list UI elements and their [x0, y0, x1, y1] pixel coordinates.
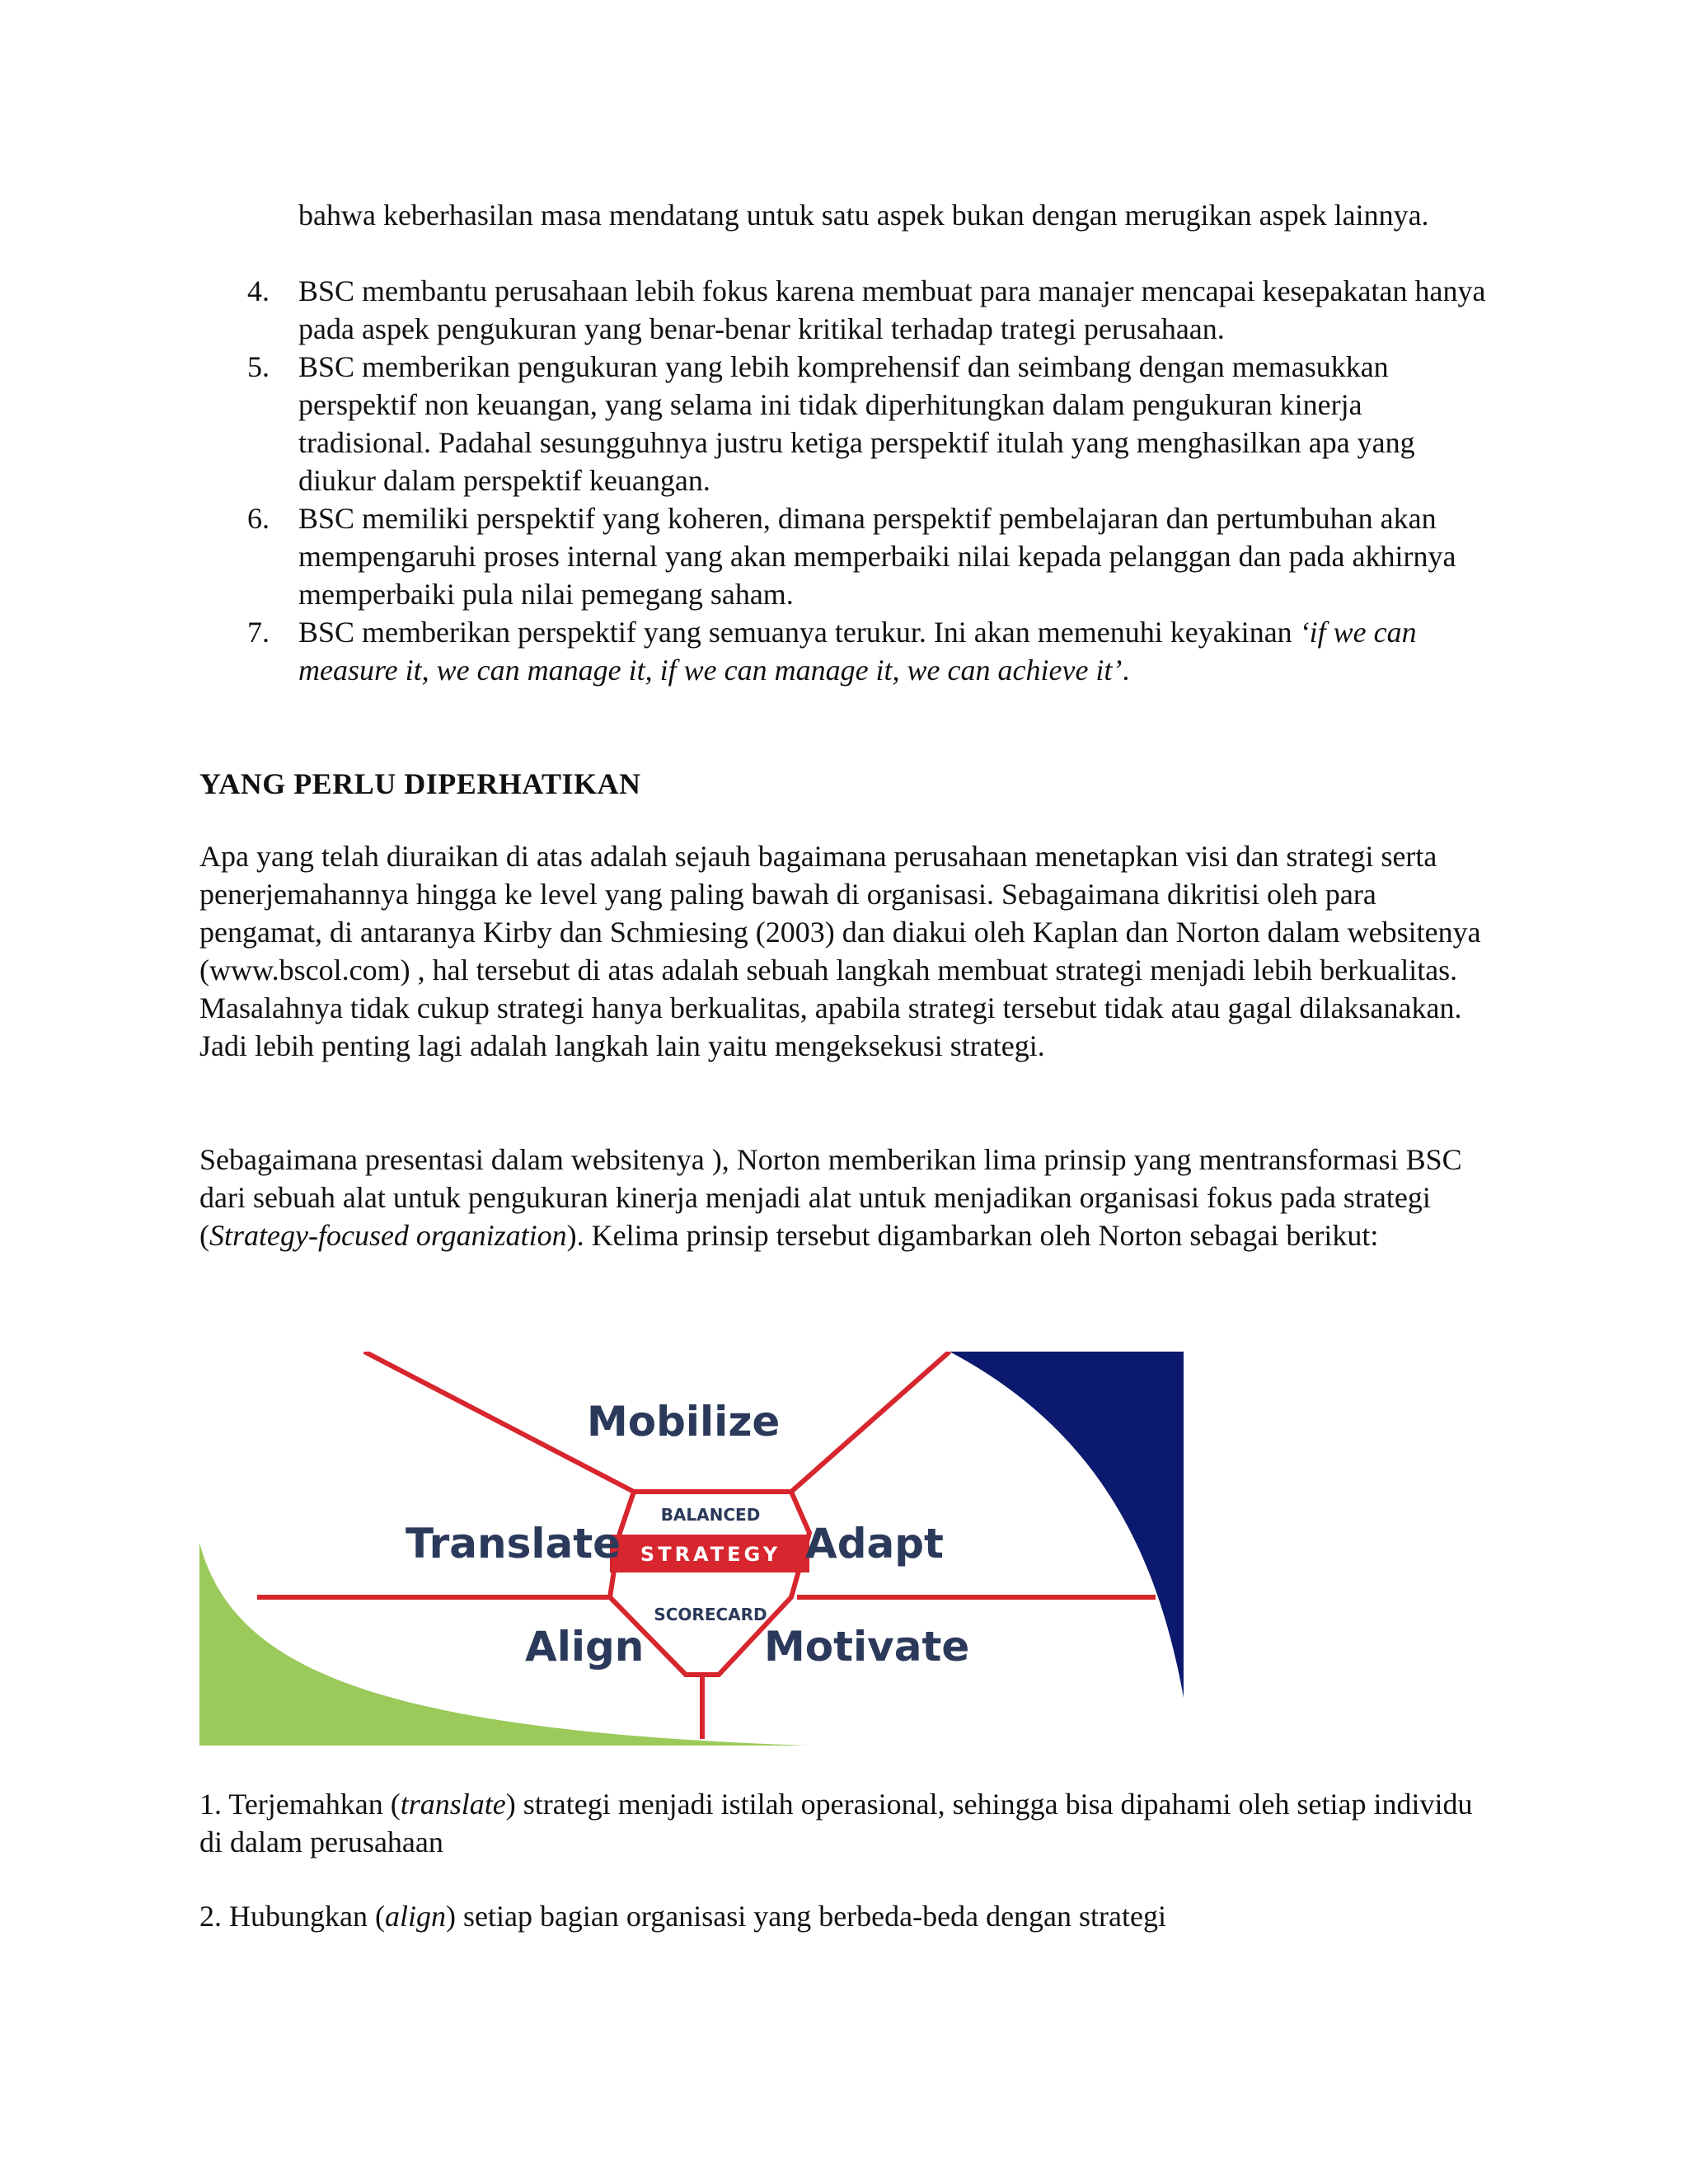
list-number: 5.	[247, 350, 270, 383]
label-align: Align	[525, 1623, 645, 1671]
list-item	[199, 348, 1493, 499]
paragraph-2-italic: Strategy-focused organization	[209, 1219, 567, 1252]
label-motivate: Motivate	[764, 1623, 970, 1671]
numbered-list	[199, 272, 1493, 689]
paragraph-2	[199, 1141, 1493, 1254]
list-number: 6.	[247, 502, 270, 535]
point-2-text: 2. Hubungkan (	[199, 1900, 385, 1933]
section-heading: YANG PERLU DIPERHATIKAN	[199, 767, 641, 800]
point-2	[199, 1897, 1493, 1935]
paragraph-2-text: Sebagaimana presentasi dalam websitenya ), Norton memberikan lima prinsip yang mentransformasi BSC dari sebuah alat untuk pengukuran kinerja menjadi alat untuk menjadikan organisasi fokus pada strategi (	[199, 1143, 1462, 1252]
bsc-diagram	[199, 1352, 1184, 1746]
label-strategy: STRATEGY	[640, 1543, 781, 1566]
list-text: BSC membantu perusahaan lebih fokus karena membuat para manajer mencapai kesepakatan hanya pada aspek pengukuran yang benar-benar kritikal terhadap trategi perusahaan.	[298, 274, 1486, 345]
list-item	[199, 272, 1493, 348]
list-item	[199, 613, 1493, 689]
label-adapt: Adapt	[805, 1520, 944, 1568]
list-item	[199, 499, 1493, 613]
list-tail: .	[1122, 654, 1130, 687]
bsc-diagram-svg	[199, 1352, 1184, 1746]
label-mobilize: Mobilize	[587, 1398, 781, 1446]
label-scorecard: SCORECARD	[654, 1605, 767, 1624]
list-text: BSC memberikan pengukuran yang lebih komprehensif dan seimbang dengan memasukkan perspektif non keuangan, yang selama ini tidak diperhitungkan dalam pengukuran kinerja tradisional. Padahal sesungguhnya justru ketiga perspektif itulah yang menghasilkan apa yang diukur dalam perspektif keuangan.	[298, 350, 1415, 497]
point-1-italic: translate	[400, 1788, 506, 1821]
point-1-text-end: ) strategi menjadi istilah operasional, sehingga bisa dipahami oleh setiap individu di dalam perusahaan	[199, 1788, 1473, 1858]
list-text: BSC memiliki perspektif yang koheren, dimana perspektif pembelajaran dan pertumbuhan akan mempengaruhi proses internal yang akan memperbaiki nilai kepada pelanggan dan pada akhirnya memperbaiki pula nilai pemegang saham.	[298, 502, 1456, 611]
point-2-text-end: ) setiap bagian organisasi yang berbeda-beda dengan strategi	[445, 1900, 1166, 1933]
paragraph-1: Apa yang telah diuraikan di atas adalah sejauh bagaimana perusahaan menetapkan visi dan strategi serta penerjemahannya hingga ke level yang paling bawah di organisasi. Sebagaimana dikritisi oleh para pengamat, di antaranya Kirby dan Schmiesing (2003) dan diakui oleh Kaplan dan Norton dalam websitenya (www.bscol.com) , hal tersebut di atas adalah sebuah langkah membuat strategi menjadi lebih berkualitas. Masalahnya tidak cukup strategi hanya berkualitas, apabila strategi tersebut tidak atau gagal dilaksanakan. Jadi lebih penting lagi adalah langkah lain yaitu mengeksekusi strategi.	[199, 840, 1481, 1062]
list-number: 4.	[247, 274, 270, 307]
point-1-text: 1. Terjemahkan (	[199, 1788, 401, 1821]
label-balanced: BALANCED	[660, 1505, 761, 1525]
list-number: 7.	[247, 616, 270, 649]
point-2-italic: align	[384, 1900, 446, 1933]
point-1	[199, 1785, 1493, 1861]
label-translate: Translate	[406, 1520, 621, 1568]
paragraph-2-text-end: ). Kelima prinsip tersebut digambarkan oleh Norton sebagai berikut:	[566, 1219, 1379, 1252]
list-continuation: bahwa keberhasilan masa mendatang untuk satu aspek bukan dengan merugikan aspek lainnya.	[298, 199, 1429, 232]
list-text: BSC memberikan perspektif yang semuanya terukur. Ini akan memenuhi keyakinan	[298, 616, 1292, 649]
list-quote: ‘if we can measure it, we can manage it, if we can manage it, we can achieve it’	[298, 616, 1417, 687]
